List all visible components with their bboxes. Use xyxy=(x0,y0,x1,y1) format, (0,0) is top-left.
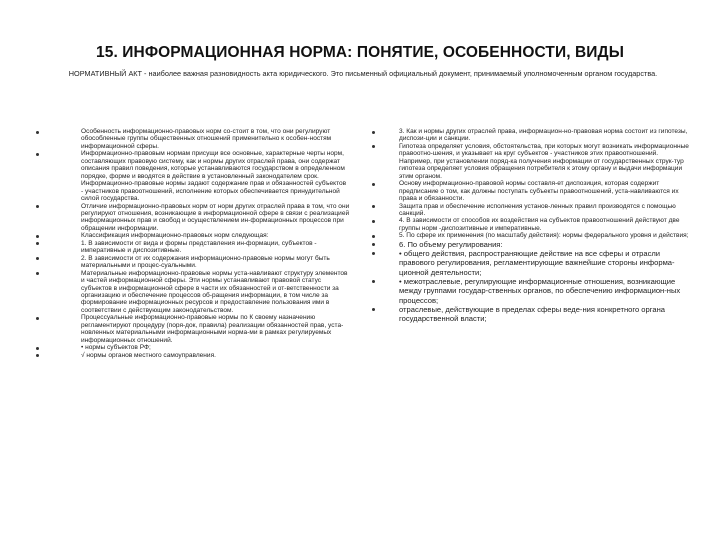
list-item-text: 3. Как и нормы других отраслей права, информацион-но-правовая норма состоит из гипотезы, диспози-ции и санкции. xyxy=(399,128,688,143)
bullet-icon xyxy=(36,354,39,357)
list-item xyxy=(36,232,350,239)
bullet-icon xyxy=(36,131,39,134)
bullet-icon xyxy=(372,235,375,238)
list-item xyxy=(36,203,350,233)
bullet-icon xyxy=(36,235,39,238)
right-column xyxy=(372,128,692,323)
list-item xyxy=(36,344,350,351)
list-item-text: Основу информационно-правовой нормы составля-ет диспозиция, которая содержит предписание о том, как должны поступать субъекты правоотношений, уста-навливаются их права и обязанности. xyxy=(399,180,679,203)
bullet-icon xyxy=(372,252,375,255)
list-item-text: Отличие информационно-правовых норм от норм других отраслей права в том, что они регулируют отношения, возникающие в информационной сфере в связи с реализацией информационных прав и свобод и осуществлением ин-формационных процессов при обращении информации. xyxy=(81,202,350,232)
list-item xyxy=(372,240,692,249)
list-item xyxy=(372,128,692,143)
list-item-text: 6. По объему регулирования: xyxy=(399,239,503,249)
bullet-icon xyxy=(372,205,375,208)
list-item-text: • межотраслевые, регулирующие информационные отношения, возникающие между группами государ-ственных органов, по обеспечению информацион-ных процессов; xyxy=(399,276,681,305)
bullet-icon xyxy=(372,145,375,148)
list-item xyxy=(36,270,350,315)
list-item xyxy=(36,255,350,270)
bullet-icon xyxy=(36,153,39,156)
list-item-text: Гипотеза определяет условия, обстоятельства, при которых могут возникать информационные правоотно-шения, и указывает на круг субъектов - участников этих правоотношений. Например, при установлении поряд-ка получения информации от государственных струк-тур гипотеза определяет условия обращения потребителя к этому органу и выдачи информации этим органом. xyxy=(399,142,689,180)
list-item xyxy=(36,150,350,202)
bullet-icon xyxy=(36,347,39,350)
list-item-text: 5. По сфере их применения (по масштабу действия): нормы федерального уровня и действия; xyxy=(399,232,689,240)
bullet-icon xyxy=(36,257,39,260)
list-item-text: √ нормы органов местного самоуправления. xyxy=(81,351,216,359)
list-item-text: • общего действия, распространяющие действие на все сферы и отрасли правового регулирования, регламентирующие важнейшие стороны информа-ционной деятельности; xyxy=(399,249,675,277)
bullet-icon xyxy=(36,272,39,275)
list-item xyxy=(372,232,692,239)
list-item xyxy=(36,128,350,150)
subtitle-definition: НОРМАТИВНЫЙ АКТ - наиболее важная разновидность акта юридического. Это письменный официальный документ, принимаемый уполномоченным органом государства. xyxy=(68,69,658,78)
page-title: 15. ИНФОРМАЦИОННАЯ НОРМА: ПОНЯТИЕ, ОСОБЕННОСТИ, ВИДЫ xyxy=(96,44,624,61)
list-item xyxy=(36,352,350,359)
bullet-icon xyxy=(372,308,375,311)
bullet-icon xyxy=(36,205,39,208)
list-item-text: Процессуальные информационно-правовые нормы по К своему назначению регламентируют процедуру (поря-док, правила) реализации обязанностей прав, уста-новленных материальными информационными норма-ми в рамках регулируемых информационных отношений. xyxy=(81,314,344,344)
bullet-icon xyxy=(372,220,375,223)
list-item xyxy=(372,217,692,232)
bullet-icon xyxy=(36,242,39,245)
bullet-icon xyxy=(372,183,375,186)
list-item xyxy=(36,314,350,344)
left-bullet-list xyxy=(36,128,350,359)
list-item xyxy=(36,240,350,255)
bullet-icon xyxy=(36,317,39,320)
list-item-text: Особенность информационно-правовых норм со-стоит в том, что они регулируют обособленные группы общественных отношений применительно к особен-ностям информационной сферы. xyxy=(81,128,332,150)
list-item-text: 2. В зависимости от их содержания информационно-правовые нормы могут быть материальными и процес-суальными. xyxy=(81,254,330,270)
bullet-icon xyxy=(372,243,375,246)
list-item-text: Защита прав и обеспечение исполнения установ-ленных правил производятся с помощью санкций. xyxy=(399,202,676,217)
left-column xyxy=(36,128,350,359)
list-item-text: 1. В зависимости от вида и формы представления ин-формации, субъектов - императивные и диспозитивные. xyxy=(81,239,317,255)
list-item-text: Материальные информационно-правовые нормы уста-навливают структуру элементов и частей информационной сферы. Эти нормы устанавливают правовой статус субъектов в информационной сфере в части их обязанностей и от-ветственности за организацию и обеспечение процессов об-ращения информации, в том числе за формирование информационных ресурсов и предоставление пользования ими в соответствии с действующим законодательством. xyxy=(81,269,348,314)
bullet-icon xyxy=(372,131,375,134)
list-item xyxy=(372,180,692,202)
list-item-text: • нормы субъектов РФ; xyxy=(81,344,151,352)
list-item-text: отраслевые, действующие в пределах сферы веде-ния конкретного органа государственной власти; xyxy=(399,304,665,324)
list-item xyxy=(372,143,692,180)
list-item xyxy=(372,277,692,305)
right-bullet-list xyxy=(372,128,692,323)
list-item xyxy=(372,203,692,218)
list-item xyxy=(372,249,692,277)
list-item-text: Классификация информационно-правовых норм следующая: xyxy=(81,232,269,240)
list-item xyxy=(372,305,692,324)
list-item-text: 4. В зависимости от способов их воздействия на субъектов правоотношений действуют две группы норм -диспозитивные и императивные. xyxy=(399,217,680,232)
bullet-icon xyxy=(372,280,375,283)
list-item-text: Информационно-правовым нормам присущи все основные, характерные черты норм, составляющих правовую систему, как и нормы других отраслей права, они содержат описания правил поведения, которые устанавливаются государством в определенном порядке, форме и вводятся в действие в установленный законодателем срок. Информационно-правовые нормы задают содержание прав и обязанностей субъектов - участников правоотношений, исполнение которых обеспечивается принудительной силой государства. xyxy=(81,150,347,203)
